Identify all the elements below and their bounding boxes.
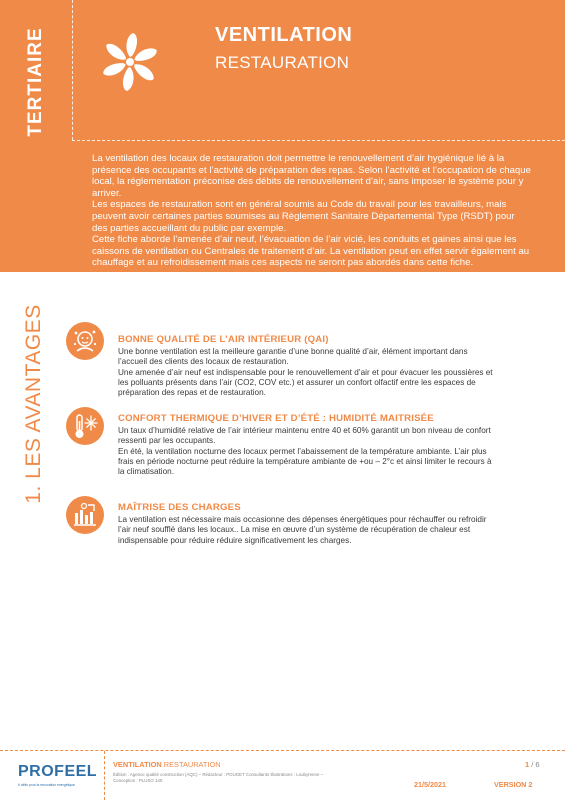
advantage-paragraph: Une bonne ventilation est la meilleure garantie d’une bonne qualité d’air, élément important dans l’accueil des clients des locaux de restauration. <box>118 347 468 367</box>
advantage-text <box>118 426 498 477</box>
fan-icon <box>98 30 162 94</box>
advantage-title: MAÎTRISE DES CHARGES <box>118 502 241 513</box>
advantage-paragraph: Un taux d’humidité relative de l’air intérieur maintenu entre 40 et 60% garantit un bon niveau de confort ressenti par les occupants. <box>118 426 491 446</box>
advantage-title: CONFORT THERMIQUE D’HIVER ET D’ÉTÉ : HUMIDITÉ MAITRISÉE <box>118 413 434 424</box>
footer-title-rest: RESTAURATION <box>161 760 221 769</box>
air-quality-icon <box>66 322 104 360</box>
profeel-logo <box>18 763 102 795</box>
intro-paragraph: Cette fiche aborde l’amenée d’air neuf, l’évacuation de l’air vicié, les conduits et gaines ainsi que les caissons de ventilation ou Centrales de traitement d’air. La ventilation peut en effet servir également au chauffage et au refroidissement mais ces aspects ne seront pas abordés dans cette fiche. <box>92 234 530 269</box>
advantage-paragraph: En été, la ventilation nocturne des locaux permet l’abaissement de la température ambiante. L’air plus frais en période nocturne peut réduire la température ambiante de +ou – 2°c et ainsi limiter le recours à la climatisation. <box>118 446 492 477</box>
footer-version: VERSION 2 <box>494 780 533 789</box>
page-number <box>525 760 540 769</box>
category-label: TERTIAIRE <box>25 27 46 137</box>
page-subtitle: RESTAURATION <box>215 53 350 72</box>
header-divider <box>72 140 565 141</box>
footer-separator <box>104 751 105 800</box>
advantage-paragraph: La ventilation est nécessaire mais occasionne des dépenses énergétiques pour réchauffer ou refroidir l’air neuf soufflé dans les locaux.. La mise en œuvre d’un système de récupération de chaleur est indispensable pour réduire réduire significativement les charges. <box>118 515 487 545</box>
thermometer-icon <box>66 407 104 445</box>
footer-title-bold: VENTILATION <box>113 760 162 769</box>
footer-credits: Édition : Agence qualité construction (AQC) – Rédacteur : POUGET Consultants Illustrations : Loubyrenne – Conception : PLUSO 140 <box>113 772 324 783</box>
advantage-text <box>118 515 498 546</box>
advantage-title: BONNE QUALITÉ DE L’AIR INTÉRIEUR (QAI) <box>118 334 329 345</box>
category-tab <box>0 0 73 140</box>
logo-tagline: 6 défis pour la rénovation énergétique <box>18 783 75 787</box>
page-current: 1 <box>525 760 530 769</box>
page-total: / 6 <box>529 760 540 769</box>
advantage-paragraph: Une amenée d’air neuf est indispensable pour le renouvellement d’air et pour évacuer les poussières et les polluants présents dans l’air (CO2, COV etc.) et assurer un confort olfactif entre les espaces de préparation des repas et de restauration. <box>118 367 493 398</box>
intro-paragraph: La ventilation des locaux de restauration doit permettre le renouvellement d’air hygiénique lié à la présence des occupants et l’activité de préparation des repas. Selon l’activité et l’occupation de chaque local, la réglementation préconise des débits de renouvellement d’air, sans imposer le système pour y arriver. <box>92 153 531 199</box>
footer-date: 21/5/2021 <box>414 780 446 789</box>
energy-costs-icon <box>66 496 104 534</box>
advantage-text <box>118 347 498 398</box>
footer-title <box>113 760 221 769</box>
footer-divider <box>0 750 565 751</box>
logo-text: PROFEEL <box>18 763 98 780</box>
header-banner <box>0 0 565 272</box>
page-title: VENTILATION <box>215 24 353 46</box>
intro-text <box>92 153 532 269</box>
section-title: 1. LES AVANTAGES <box>22 304 45 504</box>
intro-paragraph: Les espaces de restauration sont en général soumis au Code du travail pour les travailleurs, mais peuvent avoir certaines parties soumises au Règlement Sanitaire Départemental Type (RSDT) pour des parties accueillant du public par exemple. <box>92 199 515 234</box>
